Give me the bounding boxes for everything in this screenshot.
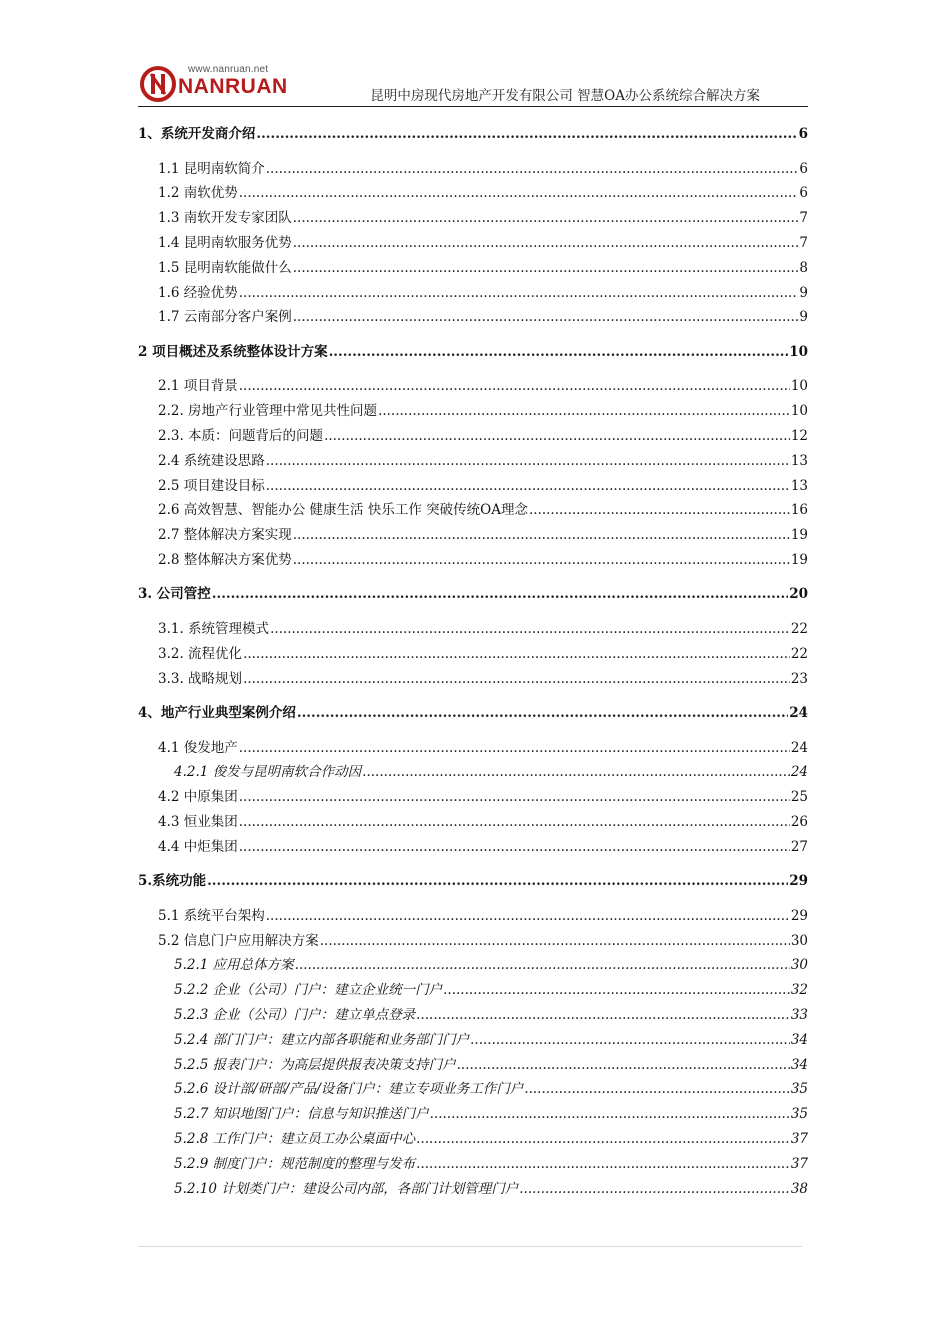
toc-entry[interactable] [138, 185, 808, 202]
toc-entry[interactable] [138, 260, 808, 277]
toc-entry-label: 1.3 南软开发专家团队 [158, 210, 292, 227]
toc-entry-page: 8 [799, 259, 808, 276]
toc-entry[interactable] [138, 403, 808, 420]
toc-entry-label: 5.2.10 计划类门户：建设公司内部，各部门计划管理门户 [174, 1180, 519, 1197]
toc-leader-dots [430, 1106, 790, 1123]
toc-entry[interactable] [138, 502, 808, 519]
toc-leader-dots [362, 764, 790, 781]
toc-leader-dots [293, 260, 799, 277]
toc-entry[interactable] [138, 428, 808, 445]
toc-entry-label: 5.2.1 应用总体方案 [174, 957, 294, 974]
toc-entry-page: 24 [790, 764, 808, 781]
toc-entry[interactable] [138, 1057, 808, 1074]
toc-entry-page: 16 [790, 502, 808, 519]
toc-entry-page: 38 [790, 1180, 808, 1197]
toc-entry[interactable] [138, 552, 808, 569]
toc-entry[interactable] [138, 705, 808, 722]
toc-entry[interactable] [138, 646, 808, 663]
toc-entry[interactable] [138, 210, 808, 227]
toc-entry-label: 2.1 项目背景 [158, 378, 238, 395]
toc-entry[interactable] [138, 873, 808, 890]
toc-entry-page: 27 [790, 838, 808, 855]
toc-entry[interactable] [138, 309, 808, 326]
toc-entry-page: 26 [790, 813, 808, 830]
toc-entry[interactable] [138, 453, 808, 470]
toc-entry[interactable] [138, 982, 808, 999]
toc-entry-label: 5.2.2 企业（公司）门户：建立企业统一门户 [174, 982, 443, 999]
toc-leader-dots [212, 586, 788, 603]
toc-entry-page: 6 [798, 126, 808, 142]
toc-entry-label: 2.5 项目建设目标 [158, 477, 265, 494]
toc-leader-dots [457, 1057, 790, 1074]
toc-entry[interactable] [138, 671, 808, 688]
toc-entry-page: 37 [790, 1155, 808, 1172]
toc-entry[interactable] [138, 908, 808, 925]
toc-entry-label: 5.2.3 企业（公司）门户：建立单点登录 [174, 1006, 416, 1023]
toc-entry[interactable] [138, 814, 808, 831]
toc-entry[interactable] [138, 235, 808, 252]
toc-entry[interactable] [138, 1131, 808, 1148]
toc-entry[interactable] [138, 285, 808, 302]
toc-leader-dots [324, 428, 790, 445]
toc-entry-label: 5.2.5 报表门户：为高层提供报表决策支持门户 [174, 1056, 456, 1073]
toc-leader-dots [524, 1081, 790, 1098]
toc-leader-dots [293, 235, 799, 252]
toc-entry[interactable] [138, 527, 808, 544]
nanruan-logo [140, 62, 290, 102]
toc-entry-label: 1.5 昆明南软能做什么 [158, 259, 292, 276]
toc-entry[interactable] [138, 1081, 808, 1098]
page-header [138, 60, 808, 107]
toc-leader-dots [416, 1131, 790, 1148]
toc-entry-label: 5.2.8 工作门户：建立员工办公桌面中心 [174, 1130, 416, 1147]
toc-entry[interactable] [138, 1181, 808, 1198]
toc-entry[interactable] [138, 1106, 808, 1123]
toc-entry-label: 5.2 信息门户应用解决方案 [158, 932, 319, 949]
toc-entry-label: 5.2.9 制度门户：规范制度的整理与发布 [174, 1155, 416, 1172]
toc-entry-label: 4、地产行业典型案例介绍 [138, 705, 296, 721]
toc-entry[interactable] [138, 789, 808, 806]
toc-entry[interactable] [138, 764, 808, 781]
toc-entry[interactable] [138, 378, 808, 395]
toc-entry-label: 5.1 系统平台架构 [158, 907, 265, 924]
toc-entry-label: 2.3. 本质：问题背后的问题 [158, 427, 324, 444]
toc-entry[interactable] [138, 478, 808, 495]
toc-leader-dots [266, 161, 799, 178]
toc-entry-label: 1.7 云南部分客户案例 [158, 309, 292, 326]
toc-entry-page: 35 [790, 1106, 808, 1123]
footer-divider [138, 1246, 802, 1247]
toc-entry-page: 19 [790, 527, 808, 544]
toc-entry-page: 12 [790, 427, 808, 444]
toc-entry[interactable] [138, 839, 808, 856]
toc-entry[interactable] [138, 1007, 808, 1024]
toc-leader-dots [239, 789, 790, 806]
toc-entry-label: 5.系统功能 [138, 873, 207, 890]
toc-entry-page: 10 [790, 403, 808, 420]
toc-entry-label: 4.2.1 俊发与昆明南软合作动因 [174, 764, 362, 781]
toc-leader-dots [243, 646, 790, 663]
toc-entry-page: 29 [790, 907, 808, 924]
toc-entry-page: 9 [799, 309, 808, 326]
toc-entry-label: 2 项目概述及系统整体设计方案 [138, 343, 328, 360]
toc-leader-dots [293, 309, 799, 326]
toc-leader-dots [293, 527, 790, 544]
toc-leader-dots [270, 621, 790, 638]
toc-leader-dots [293, 552, 790, 569]
toc-entry-label: 4.4 中炬集团 [158, 838, 238, 855]
toc-entry-page: 34 [790, 1031, 808, 1048]
toc-entry-page: 7 [799, 210, 808, 227]
toc-leader-dots [239, 839, 790, 856]
toc-entry-label: 3.2. 流程优化 [158, 645, 243, 662]
toc-entry-page: 13 [790, 477, 808, 494]
toc-leader-dots [519, 1181, 790, 1198]
toc-entry-page: 37 [790, 1130, 808, 1147]
toc-entry-label: 4.3 恒业集团 [158, 813, 238, 830]
toc-leader-dots [266, 478, 790, 495]
toc-leader-dots [207, 873, 788, 890]
toc-entry-page: 34 [790, 1056, 808, 1073]
toc-entry-label: 2.6 高效智慧、智能办公 健康生活 快乐工作 突破传统OA理念 [158, 502, 528, 519]
toc-entry-label: 3. 公司管控 [138, 586, 211, 603]
toc-leader-dots [256, 126, 797, 143]
toc-leader-dots [416, 1007, 790, 1024]
toc-entry-page: 6 [799, 160, 808, 177]
toc-entry-label: 1、系统开发商介绍 [138, 126, 256, 142]
toc-entry-label: 4.1 俊发地产 [158, 739, 238, 756]
toc-leader-dots [266, 453, 790, 470]
toc-leader-dots [239, 814, 790, 831]
toc-leader-dots [295, 957, 790, 974]
toc-entry-page: 24 [790, 739, 808, 756]
toc-entry-page: 23 [790, 670, 808, 687]
toc-entry-label: 2.8 整体解决方案优势 [158, 551, 292, 568]
document-title: 昆明中房现代房地产开发有限公司 智慧OA办公系统综合解决方案 [370, 88, 760, 104]
toc-entry-page: 25 [790, 789, 808, 806]
toc-leader-dots [529, 502, 790, 519]
toc-entry-page: 33 [790, 1006, 808, 1023]
toc-entry[interactable] [138, 740, 808, 757]
toc-entry-page: 6 [799, 185, 808, 202]
logo-mark-icon [140, 66, 176, 102]
toc-entry-page: 32 [790, 982, 808, 999]
toc-entry-page: 30 [790, 957, 808, 974]
toc-leader-dots [239, 185, 799, 202]
toc-leader-dots [470, 1032, 790, 1049]
toc-entry-page: 22 [790, 620, 808, 637]
toc-entry-page: 10 [789, 343, 808, 360]
toc-entry-label: 2.4 系统建设思路 [158, 452, 265, 469]
toc-entry-page: 29 [789, 873, 808, 890]
toc-leader-dots [293, 210, 799, 227]
toc-entry-page: 7 [799, 234, 808, 251]
toc-entry-label: 5.2.7 知识地图门户：信息与知识推送门户 [174, 1106, 429, 1123]
toc-entry-page: 9 [799, 284, 808, 301]
toc-entry[interactable] [138, 1032, 808, 1049]
toc-leader-dots [243, 671, 790, 688]
toc-leader-dots [443, 982, 790, 999]
toc-entry-label: 5.2.6 设计部/研部/产品/设备门户：建立专项业务工作门户 [174, 1081, 524, 1098]
toc-leader-dots [416, 1156, 790, 1173]
toc-entry-label: 1.6 经验优势 [158, 284, 238, 301]
toc-entry[interactable] [138, 344, 808, 361]
toc-entry-label: 1.2 南软优势 [158, 185, 238, 202]
toc-entry[interactable] [138, 161, 808, 178]
toc-entry-label: 4.2 中原集团 [158, 789, 238, 806]
toc-entry-page: 22 [790, 645, 808, 662]
toc-entry-page: 20 [789, 586, 808, 603]
toc-entry-label: 3.1. 系统管理模式 [158, 620, 270, 637]
logo-text: NANRUAN [178, 75, 288, 98]
toc-entry-label: 1.4 昆明南软服务优势 [158, 234, 292, 251]
toc-entry-page: 19 [790, 551, 808, 568]
toc-leader-dots [266, 908, 790, 925]
toc-leader-dots [320, 933, 790, 950]
toc-entry-label: 3.3. 战略规划 [158, 670, 243, 687]
toc-entry-label: 2.7 整体解决方案实现 [158, 527, 292, 544]
toc-entry[interactable] [138, 126, 808, 143]
toc-entry[interactable] [138, 933, 808, 950]
toc-entry[interactable] [138, 957, 808, 974]
toc-leader-dots [239, 285, 799, 302]
toc-entry[interactable] [138, 1156, 808, 1173]
toc-leader-dots [239, 378, 790, 395]
toc-leader-dots [378, 403, 790, 420]
toc-entry[interactable] [138, 621, 808, 638]
toc-entry[interactable] [138, 586, 808, 603]
toc-entry-label: 1.1 昆明南软简介 [158, 160, 265, 177]
toc-leader-dots [329, 344, 789, 361]
toc-entry-page: 35 [790, 1081, 808, 1098]
toc-leader-dots [239, 740, 790, 757]
toc-entry-label: 2.2. 房地产行业管理中常见共性问题 [158, 403, 378, 420]
toc-entry-page: 30 [790, 932, 808, 949]
toc-entry-label: 5.2.4 部门门户：建立内部各职能和业务部门门户 [174, 1031, 470, 1048]
toc-leader-dots [297, 705, 788, 722]
toc-entry-page: 10 [790, 378, 808, 395]
toc-entry-page: 13 [790, 452, 808, 469]
toc-entry-page: 24 [789, 705, 808, 721]
logo-url: www.nanruan.net [188, 64, 269, 75]
